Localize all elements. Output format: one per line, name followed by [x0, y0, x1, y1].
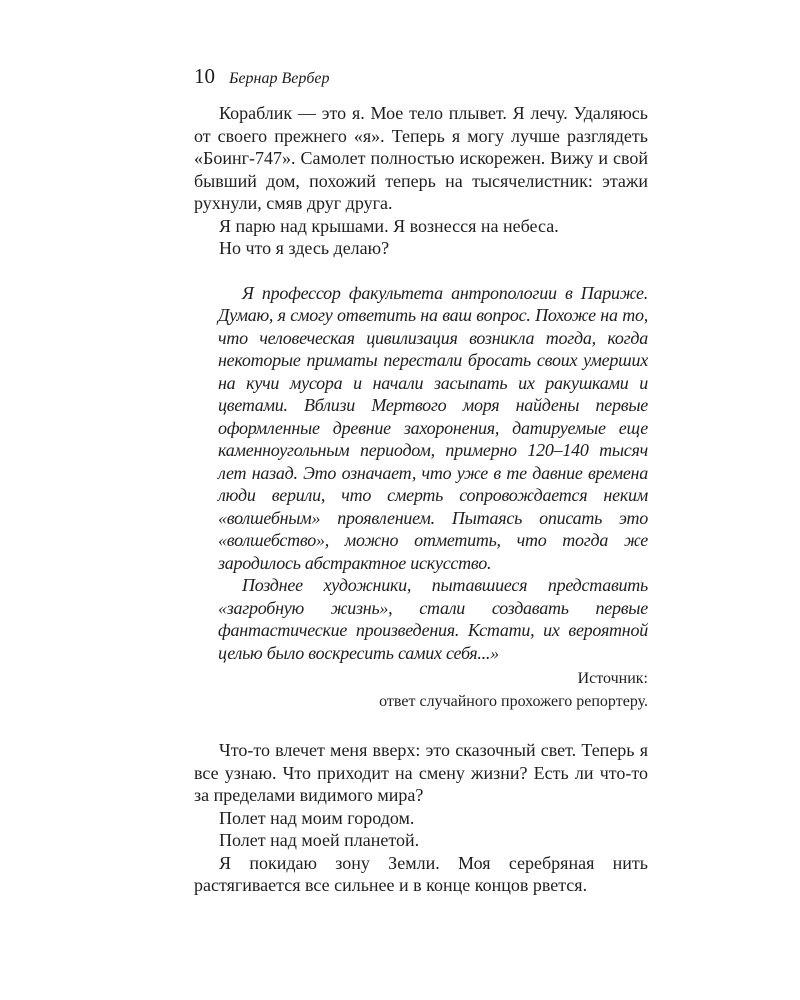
quote-block [218, 282, 648, 714]
book-page [194, 64, 648, 897]
body-paragraph: Полет над моим городом. [219, 807, 415, 828]
body-paragraph: Кораблик — это я. Мое тело плывет. Я лечу. Удаляюсь от своего прежнего «я». Теперь я могу лучше разглядеть «Боинг-747». Самолет полностью искорежен. Вижу и свой бывший дом, похожий теперь на тысячелистник: этажи рухнули, смяв друг друга. [194, 103, 648, 213]
body-paragraph: Но что я здесь делаю? [219, 238, 390, 258]
body-paragraph: Полет над моей планетой. [219, 830, 420, 850]
quote-paragraph: Я профессор факультета антропологии в Париже. Думаю, я смогу ответить на ваш вопрос. Похоже на то, что человеческая цивилизация возникла тогда, когда некоторые приматы перестали бросать своих умерших на кучи мусора и начали засыпать их ракушками и цветами. Вблизи Мертвого моря найдены первые оформленные древние захоронения, датируемые еще каменноугольным периодом, примерно 120–140 тысяч лет назад. Это означает, что уже в те давние времена люди верили, что смерть сопровождается неким «волшебным» проявлением. Пытаясь описать это «волшебство», можно отметить, что тогда же зародилось абстрактное искусство. [218, 282, 648, 573]
body-paragraph: Что-то влечет меня вверх: это сказочный свет. Теперь я все узнаю. Что приходит на смену жизни? Есть ли что-то за пределами видимого мира? [194, 740, 648, 805]
body-paragraph: Я парю над крышами. Я вознесся на небеса. [219, 215, 559, 236]
opening-section [194, 102, 648, 260]
quote-paragraph: Позднее художники, пытавшиеся представить «загробную жизнь», стали создавать первые фантастические произведения. Кстати, их вероятной целью было воскресить самих себя...» [218, 575, 648, 663]
running-head [194, 64, 648, 96]
quote-source-text: ответ случайного прохожего репортеру. [379, 692, 648, 710]
body-paragraph: Я покидаю зону Земли. Моя серебряная нить растягивается все сильнее и в конце концов рвется. [194, 852, 648, 895]
closing-section [194, 739, 648, 897]
running-title-author: Бернар Вербер [229, 70, 330, 87]
page-number: 10 [194, 64, 215, 88]
quote-source-label: Источник: [577, 670, 648, 687]
